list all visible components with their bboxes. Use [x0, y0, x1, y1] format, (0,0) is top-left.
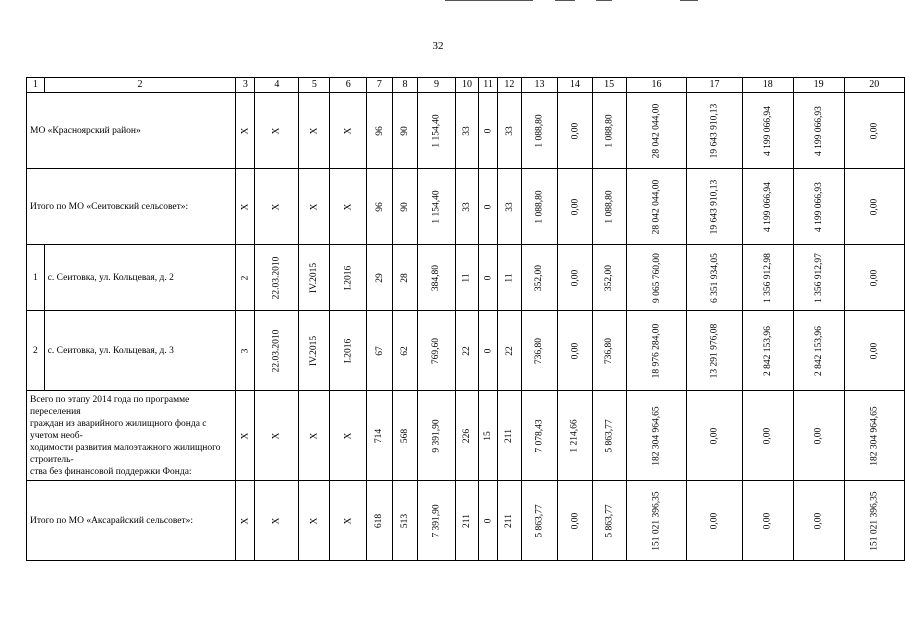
cell-value: Х — [271, 127, 282, 134]
table-cell — [299, 311, 330, 391]
cell-value: 67 — [374, 345, 385, 356]
table-cell — [418, 391, 456, 481]
column-header: 3 — [236, 78, 255, 93]
cell-value: 714 — [374, 428, 385, 443]
table-cell — [366, 481, 392, 561]
table-cell — [844, 93, 904, 169]
table-cell — [366, 169, 392, 245]
table-cell — [299, 169, 330, 245]
row-name-line: ства без финансовой поддержки Фонда: — [30, 466, 192, 477]
table-row — [27, 245, 905, 311]
cell-value: 22.03.2010 — [271, 329, 282, 372]
cell-value: 211 — [504, 513, 515, 528]
table-cell — [497, 391, 521, 481]
page-top-mark — [680, 0, 698, 1]
cell-value: 0,00 — [709, 427, 720, 444]
cell-value: 0,00 — [569, 342, 580, 359]
cell-value: 0 — [483, 128, 494, 133]
cell-value: Х — [271, 203, 282, 210]
cell-value: Х — [309, 127, 320, 134]
table-cell — [592, 245, 626, 311]
cell-value: 1 088,80 — [534, 113, 545, 148]
table-cell — [687, 245, 743, 311]
table-cell — [742, 245, 793, 311]
cell-value: 13 291 976,08 — [709, 323, 720, 378]
table-row — [27, 93, 905, 169]
table-cell — [844, 169, 904, 245]
row-name: Итого по МО «Аксарайский сельсовет»: — [30, 515, 194, 526]
cell-value: 1 154,40 — [431, 113, 442, 148]
column-header: 19 — [793, 78, 844, 93]
cell-value: Х — [309, 203, 320, 210]
cell-value: I.2016 — [343, 265, 354, 290]
cell-value: 19 643 910,13 — [709, 103, 720, 158]
table-cell — [497, 481, 521, 561]
table-cell — [558, 169, 592, 245]
cell-value: 513 — [399, 513, 410, 528]
table-cell — [521, 391, 557, 481]
table-row — [27, 391, 905, 481]
table-cell — [626, 93, 686, 169]
table-cell — [687, 311, 743, 391]
table-cell — [558, 245, 592, 311]
column-header: 11 — [479, 78, 498, 93]
cell-value: Х — [240, 517, 251, 524]
cell-value: 15 — [483, 430, 494, 441]
cell-value: 1 214,66 — [569, 418, 580, 453]
cell-value: 1 088,80 — [534, 189, 545, 224]
cell-value: 352,00 — [534, 264, 545, 291]
table-cell — [330, 311, 367, 391]
table-cell — [742, 481, 793, 561]
page-top-mark — [445, 0, 533, 1]
table-cell — [497, 93, 521, 169]
table-cell — [793, 93, 844, 169]
cell-value: 0,00 — [762, 427, 773, 444]
table-cell — [687, 391, 743, 481]
row-label — [27, 169, 236, 245]
table-cell — [479, 93, 498, 169]
cell-value: IV.2015 — [309, 262, 320, 293]
column-number-row — [27, 78, 905, 93]
table-cell — [299, 391, 330, 481]
cell-value: 19 643 910,13 — [709, 179, 720, 234]
cell-value: 1 154,40 — [431, 189, 442, 224]
column-header: 9 — [418, 78, 456, 93]
page-number: 32 — [432, 40, 444, 52]
cell-value: 11 — [462, 272, 473, 283]
table-cell — [479, 169, 498, 245]
row-label — [27, 481, 236, 561]
row-label — [27, 93, 236, 169]
column-header: 18 — [742, 78, 793, 93]
column-header: 10 — [455, 78, 478, 93]
table-cell — [418, 93, 456, 169]
cell-value: 1 356 912,97 — [813, 252, 824, 303]
cell-value: 6 351 934,05 — [709, 252, 720, 303]
cell-value: I.2016 — [343, 338, 354, 363]
cell-value: Х — [240, 432, 251, 439]
table-cell — [844, 481, 904, 561]
cell-value: 618 — [374, 513, 385, 528]
cell-value: 151 021 396,35 — [869, 490, 880, 551]
cell-value: 769,60 — [431, 337, 442, 364]
cell-value: 226 — [462, 428, 473, 443]
table-cell — [793, 169, 844, 245]
table-cell — [793, 311, 844, 391]
table-cell — [479, 481, 498, 561]
table-cell — [521, 481, 557, 561]
table-cell — [330, 93, 367, 169]
cell-value: 22 — [462, 345, 473, 356]
cell-value: 33 — [462, 201, 473, 212]
table-cell — [521, 169, 557, 245]
cell-value: 4 199 066,93 — [813, 181, 824, 232]
table-cell — [236, 481, 255, 561]
table-cell — [299, 93, 330, 169]
table-cell — [742, 311, 793, 391]
cell-value: 7 078,43 — [534, 418, 545, 453]
cell-value: 0,00 — [762, 512, 773, 529]
table-cell — [479, 245, 498, 311]
table-cell — [392, 93, 417, 169]
cell-value: 33 — [504, 201, 515, 212]
cell-value: 62 — [399, 345, 410, 356]
cell-value: 96 — [374, 125, 385, 136]
table-cell — [521, 311, 557, 391]
table-cell — [366, 245, 392, 311]
cell-value: 5 863,77 — [604, 503, 615, 538]
cell-value: 9 065 760,00 — [651, 252, 662, 303]
cell-value: Х — [343, 517, 354, 524]
table-cell — [558, 93, 592, 169]
cell-value: 352,00 — [604, 264, 615, 291]
table-cell — [626, 169, 686, 245]
table-cell — [330, 169, 367, 245]
table-cell — [330, 245, 367, 311]
table-cell — [455, 481, 478, 561]
table-cell — [418, 481, 456, 561]
cell-value: 568 — [399, 428, 410, 443]
cell-value: 33 — [504, 125, 515, 136]
column-header: 1 — [27, 78, 45, 93]
column-header: 8 — [392, 78, 417, 93]
cell-value: 2 842 153,96 — [762, 325, 773, 376]
table-cell — [592, 93, 626, 169]
cell-value: 0,00 — [813, 427, 824, 444]
table-cell — [844, 245, 904, 311]
cell-value: 0,00 — [569, 198, 580, 215]
cell-value: 5 863,77 — [534, 503, 545, 538]
cell-value: 28 — [399, 272, 410, 283]
table-cell — [793, 481, 844, 561]
table-cell — [455, 93, 478, 169]
cell-value: 18 976 284,00 — [651, 323, 662, 378]
row-label — [44, 311, 235, 391]
cell-value: Х — [343, 127, 354, 134]
cell-value: 1 088,80 — [604, 113, 615, 148]
table-cell — [742, 169, 793, 245]
table-cell — [592, 481, 626, 561]
table-row — [27, 481, 905, 561]
row-label — [44, 245, 235, 311]
table-cell — [687, 169, 743, 245]
cell-value: 22.03.2010 — [271, 256, 282, 299]
row-name: с. Сеитовка, ул. Кольцевая, д. 3 — [47, 345, 174, 356]
row-name: Итого по МО «Сеитовский сельсовет»: — [30, 201, 189, 212]
table-cell — [455, 245, 478, 311]
table-cell — [418, 169, 456, 245]
cell-value: Х — [271, 517, 282, 524]
cell-value: 96 — [374, 201, 385, 212]
table-cell — [236, 245, 255, 311]
table-row — [27, 169, 905, 245]
table-cell — [236, 311, 255, 391]
table-cell — [392, 169, 417, 245]
column-header: 14 — [558, 78, 592, 93]
cell-value: 7 391,90 — [431, 503, 442, 538]
table-cell — [366, 93, 392, 169]
program-table — [26, 77, 905, 561]
cell-value: 9 391,90 — [431, 418, 442, 453]
cell-value: 4 199 066,93 — [813, 105, 824, 156]
cell-value: 4 199 066,94 — [762, 105, 773, 156]
row-number: 1 — [27, 245, 45, 311]
column-header: 5 — [299, 78, 330, 93]
row-number: 2 — [27, 311, 45, 391]
cell-value: 0 — [483, 204, 494, 209]
table-cell — [366, 391, 392, 481]
table-cell — [299, 481, 330, 561]
table-cell — [626, 481, 686, 561]
cell-value: Х — [309, 432, 320, 439]
table-cell — [793, 391, 844, 481]
cell-value: 33 — [462, 125, 473, 136]
row-name-line: ходимости развития малоэтажного жилищного строитель- — [30, 442, 221, 465]
table-cell — [592, 391, 626, 481]
table-cell — [521, 93, 557, 169]
table-cell — [497, 245, 521, 311]
table-cell — [455, 391, 478, 481]
cell-value: 2 842 153,96 — [813, 325, 824, 376]
table-cell — [687, 481, 743, 561]
column-header: 13 — [521, 78, 557, 93]
table-cell — [626, 245, 686, 311]
table-cell — [255, 481, 299, 561]
cell-value: 736,80 — [534, 337, 545, 364]
cell-value: 2 — [240, 275, 251, 280]
cell-value: Х — [240, 203, 251, 210]
cell-value: Х — [309, 517, 320, 524]
cell-value: 0,00 — [709, 512, 720, 529]
cell-value: 3 — [240, 348, 251, 353]
cell-value: Х — [343, 203, 354, 210]
table-row — [27, 311, 905, 391]
column-header: 4 — [255, 78, 299, 93]
cell-value: 182 304 964,65 — [651, 405, 662, 466]
table-cell — [497, 169, 521, 245]
table-cell — [255, 391, 299, 481]
cell-value: 1 356 912,98 — [762, 252, 773, 303]
table-cell — [299, 245, 330, 311]
table-cell — [330, 481, 367, 561]
cell-value: 22 — [504, 345, 515, 356]
row-name-line: Всего по этапу 2014 года по программе переселения — [30, 394, 190, 417]
row-name: с. Сеитовка, ул. Кольцевая, д. 2 — [47, 272, 174, 283]
table-cell — [455, 311, 478, 391]
cell-value: 0 — [483, 275, 494, 280]
cell-value: 0,00 — [569, 269, 580, 286]
cell-value: 29 — [374, 272, 385, 283]
table-cell — [392, 311, 417, 391]
cell-value: 0,00 — [569, 122, 580, 139]
table-cell — [687, 93, 743, 169]
table-cell — [236, 169, 255, 245]
column-header: 2 — [44, 78, 235, 93]
cell-value: 182 304 964,65 — [869, 405, 880, 466]
table-cell — [392, 481, 417, 561]
cell-value: 28 042 044,00 — [651, 103, 662, 158]
table-cell — [455, 169, 478, 245]
table-cell — [558, 391, 592, 481]
table-cell — [592, 169, 626, 245]
table-cell — [844, 311, 904, 391]
row-name-line: граждан из аварийного жилищного фонда с учетом необ- — [30, 418, 207, 441]
table-cell — [793, 245, 844, 311]
cell-value: 90 — [399, 125, 410, 136]
column-header: 6 — [330, 78, 367, 93]
table-cell — [418, 311, 456, 391]
column-header: 15 — [592, 78, 626, 93]
cell-value: 0,00 — [869, 122, 880, 139]
table-cell — [626, 391, 686, 481]
table-cell — [479, 311, 498, 391]
table-cell — [844, 391, 904, 481]
cell-value: 0,00 — [813, 512, 824, 529]
table-cell — [255, 93, 299, 169]
cell-value: 4 199 066,94 — [762, 181, 773, 232]
table-cell — [521, 245, 557, 311]
cell-value: 0 — [483, 348, 494, 353]
cell-value: IV.2015 — [309, 335, 320, 366]
cell-value: 11 — [504, 272, 515, 283]
table-cell — [418, 245, 456, 311]
table-cell — [392, 391, 417, 481]
table-cell — [742, 93, 793, 169]
table-cell — [236, 93, 255, 169]
table-cell — [255, 245, 299, 311]
cell-value: 0,00 — [869, 269, 880, 286]
table-cell — [479, 391, 498, 481]
cell-value: 0,00 — [869, 342, 880, 359]
table-cell — [366, 311, 392, 391]
table-cell — [392, 245, 417, 311]
cell-value: 5 863,77 — [604, 418, 615, 453]
table-cell — [330, 391, 367, 481]
cell-value: Х — [240, 127, 251, 134]
column-header: 17 — [687, 78, 743, 93]
cell-value: Х — [271, 432, 282, 439]
cell-value: 384,80 — [431, 264, 442, 291]
cell-value: 28 042 044,00 — [651, 179, 662, 234]
cell-value: 1 088,80 — [604, 189, 615, 224]
table-cell — [497, 311, 521, 391]
cell-value: 90 — [399, 201, 410, 212]
table-cell — [255, 169, 299, 245]
column-header: 12 — [497, 78, 521, 93]
page-top-mark — [596, 0, 612, 1]
row-name: МО «Красноярский район» — [30, 125, 141, 136]
column-header: 16 — [626, 78, 686, 93]
table-cell — [255, 311, 299, 391]
column-header: 7 — [366, 78, 392, 93]
cell-value: 0 — [483, 518, 494, 523]
table-cell — [558, 311, 592, 391]
cell-value: 736,80 — [604, 337, 615, 364]
cell-value: 0,00 — [869, 198, 880, 215]
row-label — [27, 391, 236, 481]
page-top-mark — [555, 0, 575, 1]
cell-value: 211 — [462, 513, 473, 528]
cell-value: 0,00 — [569, 512, 580, 529]
table-cell — [558, 481, 592, 561]
table-cell — [626, 311, 686, 391]
cell-value: 151 021 396,35 — [651, 490, 662, 551]
table-cell — [236, 391, 255, 481]
cell-value: Х — [343, 432, 354, 439]
column-header: 20 — [844, 78, 904, 93]
table-cell — [592, 311, 626, 391]
table-cell — [742, 391, 793, 481]
cell-value: 211 — [504, 428, 515, 443]
